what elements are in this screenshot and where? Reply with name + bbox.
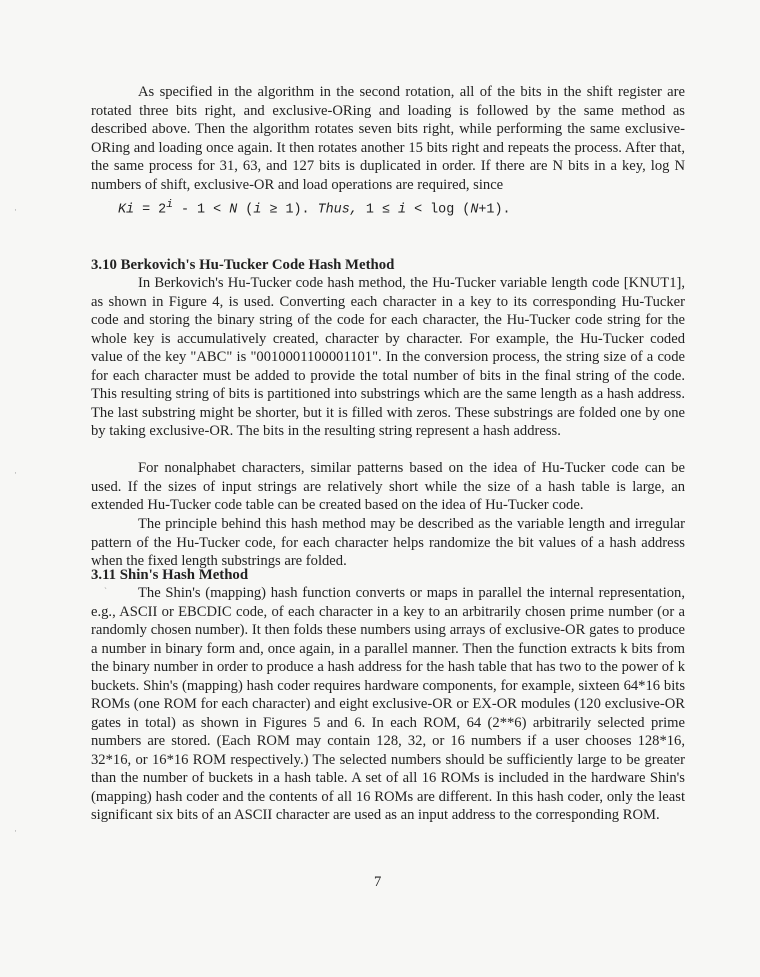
paragraph-rotation: As specified in the algorithm in the second rotation, all of the bits in the shift register are rotated three bits right, and exclusive-ORing and loading is followed by the same method as described above. Then the algorithm rotates seven bits right, while performing the same exclusive-ORing and loading once again. It then rotates another 15 bits right and repeats the process. After that, the same process for 31, 63, and 127 bits is duplicated in order. If there are N bits in a key, log N numbers of shift, exclusive-OR and load operations are required, since bbox=[91, 84, 685, 193]
scan-mark: · bbox=[14, 826, 17, 836]
paragraph-hu-tucker: In Berkovich's Hu-Tucker code hash method, the Hu-Tucker variable length code [KNUT1], as shown in Figure 4, is used. Converting each character in a key to its corresponding Hu-Tucker code and storing the binary string of the code for each character, the Hu-Tucker code string for the whole key is accumulatively created, character by character. For example, the Hu-Tucker coded value of the key "ABC" is "0010001100001101". In the conversion process, the string size of a code for each character must be added to provide the total number of bits in the final string of the code. This resulting string of bits is partitioned into substrings which are the same length as a hash address. The last substring might be shorter, but it is filled with zeros. These substrings are folded one by one by taking exclusive-OR. The bits in the resulting string represent a hash address. bbox=[91, 275, 685, 439]
paragraph-principle: The principle behind this hash method may be described as the variable length and irregular pattern of the Hu-Tucker code, for each character helps randomize the bit values of a hash address when the fixed length substrings are folded. bbox=[91, 516, 685, 569]
formula-line: $Ki = 2^i - 1 < N$ (i ≥ 1). Thus, 1 ≤ i < log (N+1). bbox=[118, 199, 511, 218]
scan-mark: · bbox=[14, 468, 17, 478]
scan-mark: ˋ bbox=[104, 586, 107, 596]
paragraph-shin: The Shin's (mapping) hash function converts or maps in parallel the internal representation, e.g., ASCII or EBCDIC code, of each character in a key to an arbitrarily chosen prime number (or a randomly chosen number). It then folds these numbers using arrays of exclusive-OR gates to produce a number in binary form and, once again, in a parallel manner. Then the function extracts k bits from the binary number in order to produce a hash address for the hash table that has two to the power of k buckets. Shin's (mapping) hash coder requires hardware components, for example, sixteen 64*16 bits ROMs (one ROM for each character) and eight exclusive-OR or EX-OR modules (120 exclusive-OR gates in total) as shown in Figures 5 and 6. In each ROM, 64 (2**6) arbitrarily selected prime numbers are stored. (Each ROM may contain 128, 32, or 16 numbers if a user chooses 128*16, 32*16, or 16*16 ROM respectively.) The selected numbers should be sufficiently large to be greater than the number of buckets in a hash table. A set of all 16 ROMs is included in the hardware Shin's (mapping) hash coder and the contents of all 16 ROMs are different. In this hash coder, only the least significant six bits of an ASCII character are used as an input address to the corresponding ROM. bbox=[91, 585, 685, 823]
section-heading-3-10: 3.10 Berkovich's Hu-Tucker Code Hash Method bbox=[91, 257, 395, 273]
page-number: 7 bbox=[374, 874, 382, 890]
section-heading-3-11: 3.11 Shin's Hash Method bbox=[91, 567, 249, 583]
paragraph-nonalphabet: For nonalphabet characters, similar patterns based on the idea of Hu-Tucker code can be used. If the sizes of input strings are relatively short while the size of a hash table is large, an extended Hu-Tucker code table can be created based on the idea of Hu-Tucker code. bbox=[91, 460, 685, 513]
scan-mark: · bbox=[14, 205, 17, 215]
